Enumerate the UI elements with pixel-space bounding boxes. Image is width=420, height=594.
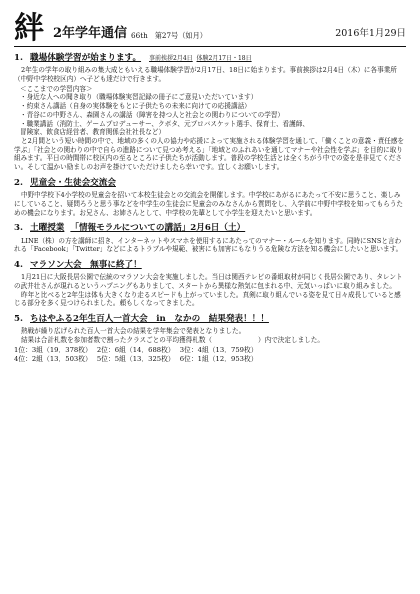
list-item: ・職業講話（消防士、ゲームプロデューサー、クボタ、元プロバスケット選手、保育士、看護師、: [20, 119, 309, 128]
section-number: 2.: [14, 177, 23, 188]
paragraph: 熱戦が繰り広げられた百人一首大会の結果を学年集会で発表となりました。: [21, 327, 246, 336]
section-title: 児童会・生徒会交流会: [30, 177, 116, 188]
list-item: ・青谷にの中野さん、森園さんの講話（障害を持つ人と社会との関わりについての学習）: [20, 110, 285, 119]
result-cell: 3位：4組（13．759枚）: [179, 345, 258, 354]
paragraph: 昨年と比べると2年生は体も大きくなり走るスピードも上がっていました。真剣に取り組んでいる姿を見て日々成長していると感じる部分を多く見つけられました。頼もしくなってきました。: [14, 290, 401, 308]
paragraph: LINE（株）の方を講師に招き、インターネットやスマホを使用するにあたってのマナー・ルールを知ります。同時にSNSと言われる「Facebook」「Twitter」などによるトラブルや規範、被害にも加害にもなりうる危険な方法を知る機会にしたいと思います。: [14, 236, 403, 254]
section-5-heading: [14, 314, 406, 325]
section-number: 3.: [14, 223, 23, 234]
list-item: ・身近な人への聞き取り（職場体験実習記録の冊子にご意見いただいています）: [20, 93, 258, 102]
newsletter-generation: 66th: [131, 30, 148, 40]
section-1-heading: [14, 53, 406, 64]
issue-number: 第27号（如月）: [154, 30, 207, 40]
section-2-heading: [14, 178, 406, 189]
result-cell: 6位：1組（12．953枚）: [179, 354, 258, 363]
paragraph: 1月21日に大阪長居公園で伝統のマラソン大会を実施しました。当日は関西テレビの番組取材が同じく長居公園であり、タレントの武井壮さんが現れるというハプニングもありまして、スタートから異様な熱気に包まれる中、元気いっぱいに取り組みました。: [14, 273, 403, 291]
paragraph: 2年生の学年の取り組みの集大成ともいえる職場体験学習が2月17日、18日に始まります。事前挨拶は2月4日（木）に各事業所（中野中学校校区内）へ子ども達だけで行きます。: [14, 66, 397, 84]
section-note: [149, 55, 252, 63]
section-title-part2: 「情報モラルについての講話」2月6日（土）: [70, 223, 246, 234]
note-work-days: 体験2月17日・18日: [196, 55, 252, 62]
result-method-text-end: ）内で決定しました。: [258, 336, 324, 345]
result-cell: 2位：6組（14．688枚）: [96, 345, 175, 354]
paragraph: [14, 336, 406, 345]
result-cell: 1位：3組（19．378枚）: [14, 345, 92, 354]
section-title: 職場体験学習が始まります。: [30, 53, 142, 63]
result-cell: 4位：2組（13．503枚）: [14, 354, 92, 363]
paragraph: 中野中学校下4小学校の児童会を招いて本校生徒会との交流会を開催します。中学校にあがるにあたって不安に思うこと、楽しみにしていること、疑問ろうと思う事などを中学生の生徒会に児童会のみなさんから質問をし、入学前に中野中学校を知ってもらうための機会になります。お兄さん、お姉さんとして、中学校の先輩として小学生を迎えたいと思います。: [14, 191, 404, 217]
paragraph: と2月間という短い時間の中で、地域の多くの人の協力や応援によって実施される体験学習を通して、「働くことの意義・責任感を学ぶ」「社会との関わりの中で自らの進路について見つめ考える」「地域とのふれあいを通してマナーや社会性を学ぶ」を目的に取り組みます。平日の時間帯に校区内の至るところに子供たちが活動します。普段の学校生活とは全くちがう中での姿を是非見てください。そして温かい励ましのお声を掛けていただけましたら幸いです。宜しくお願いします。: [14, 136, 405, 172]
newsletter-title: 2年学年通信: [53, 25, 128, 41]
results-row: [14, 346, 406, 355]
result-cell: 5位：5組（13．325枚）: [96, 354, 175, 363]
list-heading: ＜ここまでの学習内容＞: [20, 84, 93, 93]
section-title-part1: 土曜授業: [30, 223, 65, 234]
section-3-heading: [14, 223, 406, 234]
list-item: ・約束さん講話（自身の実体験をもとに子供たちの未来に向けての応援講話）: [20, 102, 251, 111]
issue-date: 2016年1月29日: [335, 28, 406, 40]
results-table: [14, 346, 406, 364]
masthead-kanji: 絆: [14, 11, 45, 46]
results-row: [14, 355, 406, 364]
result-method-text: 結果は合計札数を参加者数で割ったクラスごとの平均獲得札数（: [21, 336, 213, 345]
learning-list: [20, 85, 406, 137]
section-number: 4.: [14, 259, 23, 270]
section-number: 1.: [14, 53, 23, 63]
section-title: マラソン大会 無事に終了！: [30, 259, 142, 270]
note-pre-visit: 事前挨拶2月4日: [149, 55, 193, 62]
masthead: [14, 10, 406, 47]
section-number: 5.: [14, 314, 23, 325]
section-title: ちはやふる2年生百人一首大会 in なかの 結果発表！！！: [30, 314, 269, 325]
section-4-heading: [14, 260, 406, 271]
list-item-continuation: 冒険家、飲食店経営者、教育関係会社社長など）: [20, 128, 166, 137]
